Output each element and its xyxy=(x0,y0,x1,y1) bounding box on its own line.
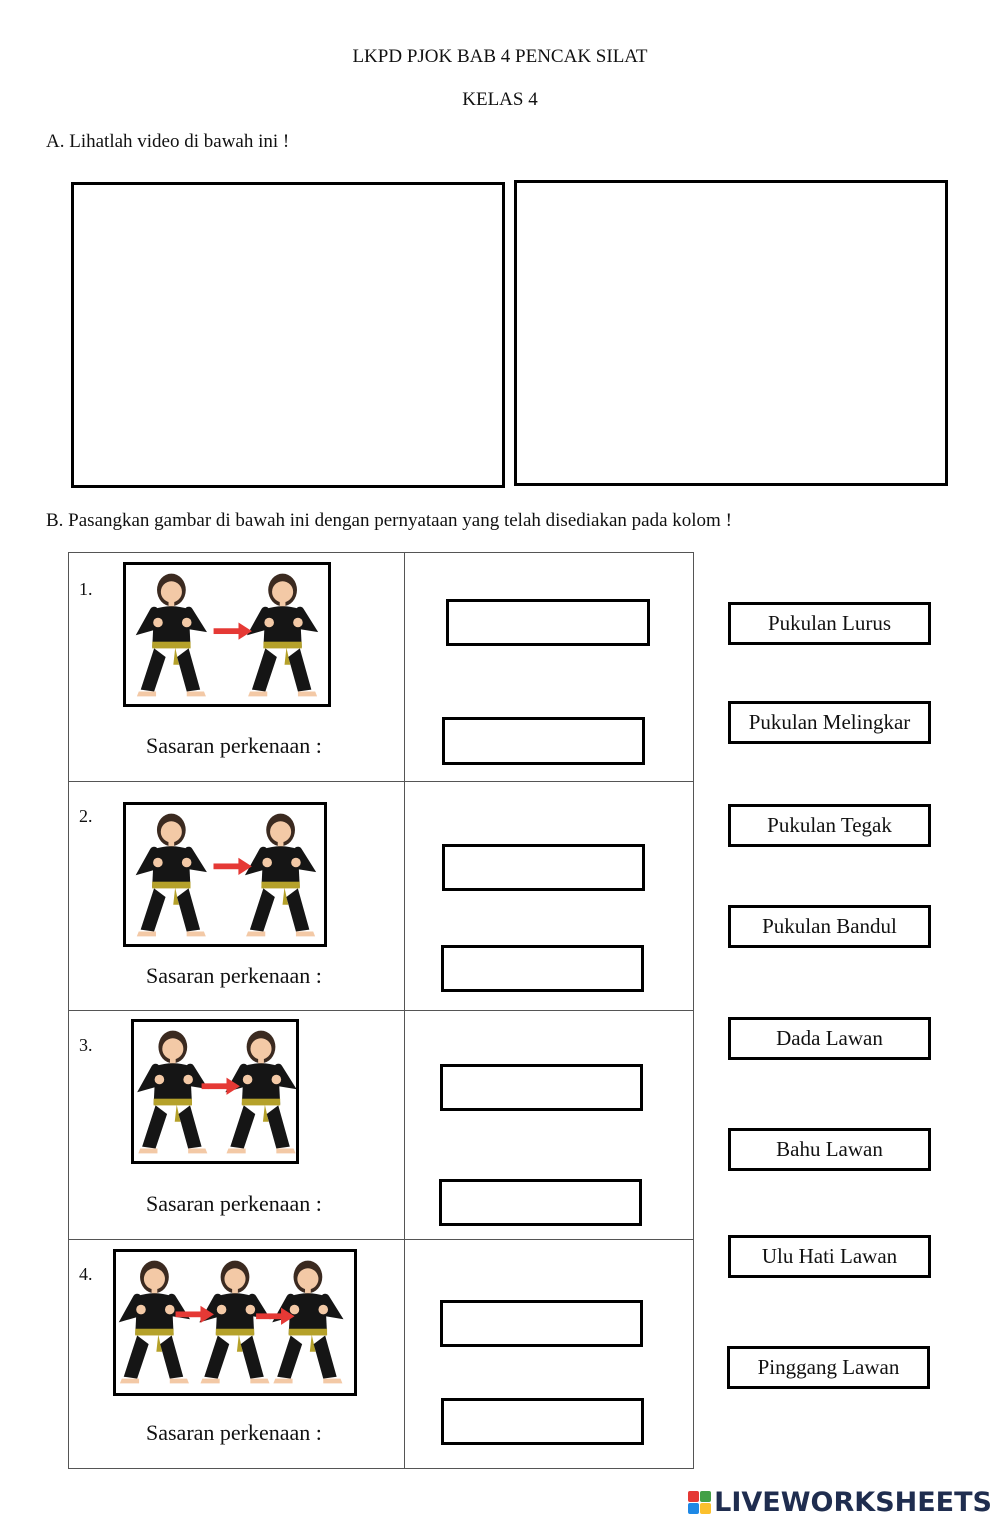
silat-figure xyxy=(248,574,317,697)
silat-figure xyxy=(137,574,206,697)
drop-zone-technique-3[interactable] xyxy=(440,1064,643,1111)
answer-cell-4 xyxy=(405,1240,694,1469)
silat-figures-icon xyxy=(116,1252,354,1393)
row-number: 4. xyxy=(79,1264,93,1284)
arrow-right-icon xyxy=(214,623,252,640)
silat-figure xyxy=(120,1261,189,1384)
silat-figure xyxy=(246,814,315,937)
target-label: Sasaran perkenaan : xyxy=(146,963,322,988)
answer-cell-3 xyxy=(405,1011,694,1240)
matching-table xyxy=(68,552,694,1469)
punch-illustration-2 xyxy=(123,802,327,947)
row-number: 2. xyxy=(79,806,93,826)
silat-figure xyxy=(138,1031,207,1154)
target-label: Sasaran perkenaan : xyxy=(146,1191,322,1216)
table-row xyxy=(69,1011,694,1240)
drop-zone-technique-4[interactable] xyxy=(440,1300,643,1347)
row-number: 3. xyxy=(79,1035,93,1055)
drop-zone-technique-1[interactable] xyxy=(446,599,650,646)
image-cell-3 xyxy=(69,1011,405,1240)
image-cell-4 xyxy=(69,1240,405,1469)
option-bahu-lawan[interactable]: Bahu Lawan xyxy=(728,1128,931,1171)
silat-figure xyxy=(200,1261,269,1384)
table-row xyxy=(69,782,694,1011)
punch-illustration-4 xyxy=(113,1249,357,1396)
silat-figures-icon xyxy=(134,1022,296,1161)
silat-figures-icon xyxy=(126,805,324,944)
drop-zone-target-2[interactable] xyxy=(441,945,644,992)
row-number: 1. xyxy=(79,579,93,599)
silat-figure xyxy=(227,1031,296,1154)
table-row xyxy=(69,1240,694,1469)
page-title: LKPD PJOK BAB 4 PENCAK SILAT xyxy=(352,46,648,67)
punch-illustration-3 xyxy=(131,1019,299,1164)
silat-figures-icon xyxy=(126,565,328,704)
video-player-1[interactable] xyxy=(71,182,505,488)
liveworksheets-logo[interactable] xyxy=(688,1487,992,1518)
punch-illustration-1 xyxy=(123,562,331,707)
option-pukulan-bandul[interactable]: Pukulan Bandul xyxy=(728,905,931,948)
logo-text: LIVEWORKSHEETS xyxy=(714,1487,992,1518)
option-pukulan-melingkar[interactable]: Pukulan Melingkar xyxy=(728,701,931,744)
liveworksheets-logo-icon xyxy=(688,1491,711,1514)
option-pukulan-tegak[interactable]: Pukulan Tegak xyxy=(728,804,931,847)
drop-zone-target-3[interactable] xyxy=(439,1179,642,1226)
arrow-right-icon xyxy=(213,858,251,875)
drop-zone-target-4[interactable] xyxy=(441,1398,644,1445)
option-dada-lawan[interactable]: Dada Lawan xyxy=(728,1017,931,1060)
section-a-instruction: A. Lihatlah video di bawah ini ! xyxy=(46,131,290,152)
option-pinggang-lawan[interactable]: Pinggang Lawan xyxy=(727,1346,930,1389)
video-player-2[interactable] xyxy=(514,180,948,486)
class-label: KELAS 4 xyxy=(462,89,538,110)
section-b-instruction: B. Pasangkan gambar di bawah ini dengan pernyataan yang telah disediakan pada kolom ! xyxy=(46,510,732,531)
option-ulu-hati-lawan[interactable]: Ulu Hati Lawan xyxy=(728,1235,931,1278)
drop-zone-target-1[interactable] xyxy=(442,717,645,765)
image-cell-1 xyxy=(69,553,405,782)
image-cell-2 xyxy=(69,782,405,1011)
target-label: Sasaran perkenaan : xyxy=(146,1420,322,1445)
drop-zone-technique-2[interactable] xyxy=(442,844,645,891)
table-row xyxy=(69,553,694,782)
option-pukulan-lurus[interactable]: Pukulan Lurus xyxy=(728,602,931,645)
target-label: Sasaran perkenaan : xyxy=(146,733,322,758)
answer-cell-1 xyxy=(405,553,694,782)
silat-figure xyxy=(137,814,206,937)
answer-cell-2 xyxy=(405,782,694,1011)
